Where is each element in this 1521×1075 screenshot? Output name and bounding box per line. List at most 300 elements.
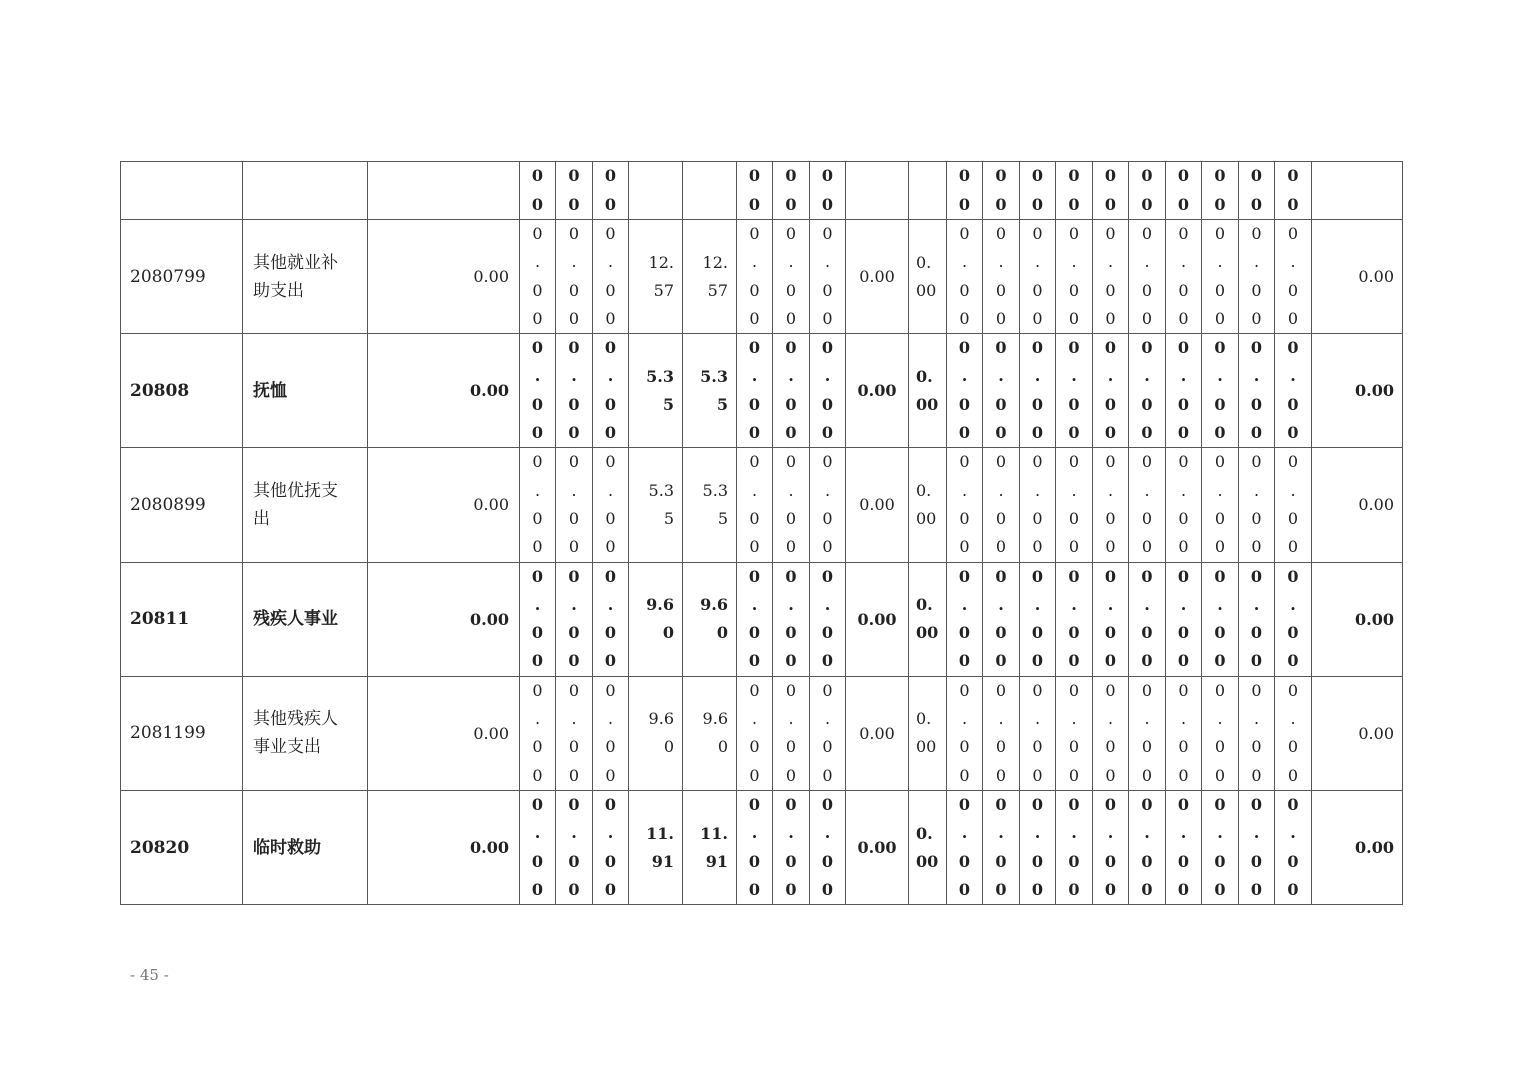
zero-stack-line: 0 [1105, 308, 1116, 328]
zero-stack-line: 0 [1105, 765, 1116, 785]
zero-stack-line: 0 [785, 508, 797, 528]
zero-stack-line: 0 [1104, 566, 1117, 586]
zero-stack-line: 0 [1032, 308, 1043, 328]
zero-cell [1093, 220, 1129, 334]
zero-stack-line: 0 [604, 794, 617, 814]
zero-stack-line: . [1034, 480, 1041, 500]
zero-cell [737, 334, 773, 448]
zero-cell [737, 790, 773, 904]
zero-stack [1275, 334, 1311, 447]
zero-stack-line: 0 [1032, 537, 1043, 557]
row-mid-amount: 0.00 [846, 676, 909, 790]
zero-cell [983, 562, 1020, 676]
zero-stack [1093, 448, 1128, 561]
row-small-amount [909, 676, 947, 790]
zero-stack-line: 0 [959, 537, 970, 557]
zero-stack [773, 448, 809, 561]
zero-stack-line: . [1180, 252, 1187, 272]
zero-stack-line: 0 [1068, 851, 1080, 871]
zero-stack-line: . [1180, 366, 1187, 386]
small-line1: 0. [916, 252, 932, 272]
zero-stack [773, 677, 809, 790]
value-line2: 5 [717, 508, 728, 528]
table-row [121, 448, 1403, 562]
zero-stack-line: 0 [532, 508, 543, 528]
zero-stack-line: 0 [749, 280, 760, 300]
zero-stack-line: 0 [1177, 794, 1190, 814]
zero-stack-line: 0 [1214, 737, 1226, 757]
zero-stack-line: 0 [821, 623, 834, 643]
zero-stack-line: 0 [604, 194, 617, 214]
zero-stack-line: 0 [959, 737, 970, 757]
row-name-line1: 抚恤 [253, 380, 287, 401]
zero-stack-line: . [534, 480, 541, 500]
zero-stack [1129, 220, 1165, 333]
zero-cell [1239, 448, 1275, 562]
zero-stack-line: 0 [1214, 566, 1226, 586]
zero-cell [1056, 334, 1093, 448]
zero-stack-line: 0 [568, 737, 580, 757]
zero-stack [556, 791, 592, 904]
zero-stack-line: . [1144, 823, 1150, 843]
row-name [243, 676, 368, 790]
zero-stack-line: 0 [821, 566, 834, 586]
zero-stack-line: . [824, 823, 831, 843]
zero-stack-line: 0 [995, 737, 1007, 757]
zero-stack-line: 0 [1105, 680, 1116, 700]
zero-stack [520, 162, 555, 219]
zero-stack-line: 0 [785, 394, 797, 414]
zero-stack [1202, 162, 1238, 219]
zero-stack-line: 0 [1104, 423, 1117, 443]
zero-stack-line: . [1290, 252, 1296, 272]
small-line2: 00 [916, 737, 937, 757]
zero-cell [1020, 790, 1056, 904]
zero-stack-line: 0 [1287, 651, 1299, 671]
cell [1056, 162, 1093, 220]
zero-stack [983, 791, 1019, 904]
zero-stack-line: 0 [748, 423, 761, 443]
zero-stack-line: . [788, 480, 794, 500]
zero-stack [1166, 334, 1201, 447]
zero-stack [1020, 563, 1055, 676]
zero-stack-line: 0 [1287, 423, 1299, 443]
zero-stack-line: . [1034, 709, 1041, 729]
zero-stack-line: 0 [1105, 224, 1116, 243]
zero-stack-line: 0 [1068, 537, 1080, 557]
zero-stack-line: 0 [821, 651, 834, 671]
zero-cell [947, 790, 983, 904]
zero-cell [593, 220, 629, 334]
zero-stack-line: 0 [749, 680, 760, 700]
zero-stack-line: 0 [1287, 879, 1299, 899]
zero-stack-line: 0 [959, 508, 970, 528]
zero-stack-line: 0 [1287, 680, 1299, 700]
zero-stack-line: 0 [995, 423, 1007, 443]
zero-stack [947, 448, 982, 561]
zero-stack-line: 0 [995, 224, 1007, 243]
zero-stack-line: . [607, 252, 614, 272]
zero-stack-line: 0 [605, 537, 616, 557]
zero-stack-line: 0 [785, 537, 797, 557]
zero-cell [1166, 448, 1202, 562]
zero-stack-line: . [1253, 252, 1260, 272]
zero-stack-line: . [788, 594, 794, 614]
zero-stack-line: 0 [568, 194, 580, 214]
zero-stack-line: 0 [604, 423, 617, 443]
zero-stack-line: 0 [1141, 680, 1153, 700]
zero-stack-line: 0 [1104, 194, 1117, 214]
value-line1: 9.6 [702, 709, 728, 729]
zero-stack-line: 0 [995, 194, 1007, 214]
zero-stack-line: 0 [749, 224, 760, 243]
zero-stack [1166, 563, 1201, 676]
row-value-b [683, 562, 737, 676]
zero-cell [773, 334, 810, 448]
zero-stack-line: 0 [959, 308, 970, 328]
zero-stack-line: 0 [1214, 794, 1226, 814]
zero-stack-line: 0 [1178, 308, 1189, 328]
zero-stack-line: 0 [785, 308, 797, 328]
table-row-continued [121, 162, 1403, 220]
zero-stack-line: 0 [1250, 166, 1263, 186]
row-amount: 0.00 [368, 448, 520, 562]
zero-cell [1093, 334, 1129, 448]
zero-cell [1056, 562, 1093, 676]
zero-stack-line: 0 [1287, 452, 1299, 472]
zero-cell [983, 334, 1020, 448]
zero-stack-line: 0 [995, 308, 1007, 328]
zero-stack-line: 0 [1141, 794, 1153, 814]
zero-stack-line: 0 [959, 224, 970, 243]
zero-stack-line: 0 [1105, 452, 1116, 472]
zero-stack-line: . [998, 366, 1004, 386]
zero-stack [1166, 220, 1201, 333]
zero-stack-line: 0 [531, 338, 544, 358]
zero-cell [983, 448, 1020, 562]
zero-stack-line: 0 [1032, 680, 1043, 700]
cell [121, 162, 243, 220]
zero-stack [737, 334, 772, 447]
zero-stack-line: . [571, 366, 577, 386]
zero-stack [810, 563, 845, 676]
zero-stack [556, 448, 592, 561]
value-line2: 0 [662, 623, 674, 643]
zero-stack-line: 0 [785, 623, 797, 643]
zero-cell [773, 448, 810, 562]
zero-stack-line: . [1253, 366, 1260, 386]
zero-stack-line: 0 [1141, 423, 1153, 443]
zero-stack-line: 0 [1104, 794, 1117, 814]
zero-stack-line: 0 [785, 338, 797, 358]
zero-cell [1056, 676, 1093, 790]
zero-cell [737, 220, 773, 334]
zero-stack-line: . [824, 252, 831, 272]
zero-cell [983, 790, 1020, 904]
zero-stack-line: 0 [568, 794, 580, 814]
zero-stack-line: 0 [748, 794, 761, 814]
value-line1: 11. [700, 823, 728, 843]
zero-cell [983, 220, 1020, 334]
zero-stack-line: 0 [1032, 765, 1043, 785]
zero-stack-line: 0 [604, 851, 617, 871]
zero-stack-line: 0 [1068, 765, 1080, 785]
cell [737, 162, 773, 220]
zero-stack-line: 0 [1250, 879, 1263, 899]
zero-stack-line: 0 [1141, 537, 1153, 557]
zero-stack-line: 0 [1031, 651, 1044, 671]
zero-stack [1202, 448, 1238, 561]
zero-stack [593, 162, 628, 219]
zero-stack [593, 448, 628, 561]
zero-cell [1166, 220, 1202, 334]
zero-stack-line: 0 [821, 879, 834, 899]
zero-stack-line: . [788, 709, 794, 729]
row-small-amount [909, 220, 947, 334]
zero-stack-line: 0 [531, 651, 544, 671]
row-mid-amount: 0.00 [846, 448, 909, 562]
zero-stack [1129, 677, 1165, 790]
zero-stack-line: . [607, 823, 614, 843]
zero-stack-line: 0 [995, 851, 1007, 871]
zero-stack-line: 0 [821, 338, 834, 358]
zero-stack-line: 0 [1250, 394, 1263, 414]
zero-stack [593, 791, 628, 904]
zero-stack-line: 0 [1141, 737, 1153, 757]
zero-stack-line: 0 [1031, 394, 1044, 414]
zero-stack-line: 0 [1177, 166, 1190, 186]
zero-cell [947, 562, 983, 676]
cell [1202, 162, 1239, 220]
zero-cell [520, 334, 556, 448]
zero-stack-line: 0 [605, 508, 616, 528]
zero-stack-line: . [1144, 594, 1150, 614]
zero-stack-line: 0 [995, 623, 1007, 643]
zero-stack-line: 0 [1250, 851, 1263, 871]
zero-stack-line: 0 [1287, 623, 1299, 643]
zero-stack-line: 0 [748, 194, 761, 214]
zero-stack [593, 677, 628, 790]
zero-stack-line: 0 [749, 765, 760, 785]
zero-stack-line: 0 [1068, 166, 1080, 186]
zero-stack-line: 0 [568, 651, 580, 671]
zero-stack-line: 0 [1177, 423, 1190, 443]
row-name-line1: 其他优抚支 [253, 480, 338, 501]
zero-stack-line: 0 [1031, 166, 1044, 186]
zero-stack-line: 0 [1250, 338, 1263, 358]
zero-cell [810, 790, 846, 904]
zero-stack-line: 0 [605, 680, 616, 700]
zero-stack-line: 0 [785, 879, 797, 899]
zero-stack [737, 448, 772, 561]
zero-stack-line: 0 [1251, 537, 1262, 557]
row-name-line1: 其他就业补 [253, 252, 338, 273]
value-line2: 5 [716, 394, 728, 414]
zero-stack-line: 0 [785, 794, 797, 814]
zero-stack-line: 0 [958, 423, 971, 443]
zero-cell [1239, 676, 1275, 790]
zero-stack-line: 0 [821, 851, 834, 871]
zero-stack-line: 0 [785, 851, 797, 871]
cell [810, 162, 846, 220]
row-code: 2081199 [121, 676, 243, 790]
zero-stack-line: 0 [604, 338, 617, 358]
zero-stack-line: 0 [1141, 280, 1153, 300]
zero-stack [773, 162, 809, 219]
zero-stack-line: 0 [1104, 623, 1117, 643]
zero-stack-line: 0 [1068, 566, 1080, 586]
zero-stack-line: . [1071, 709, 1077, 729]
zero-cell [520, 448, 556, 562]
zero-cell [1129, 448, 1166, 562]
zero-stack [520, 334, 555, 447]
zero-stack [1093, 791, 1128, 904]
zero-cell [947, 676, 983, 790]
zero-stack-line: 0 [1178, 765, 1189, 785]
zero-stack-line: . [1144, 366, 1150, 386]
zero-stack-line: . [1034, 252, 1041, 272]
zero-stack-line: 0 [1287, 166, 1299, 186]
row-value-a [629, 676, 683, 790]
zero-stack-line: 0 [785, 194, 797, 214]
zero-stack-line: 0 [604, 566, 617, 586]
zero-stack-line: 0 [1177, 338, 1190, 358]
zero-cell [1275, 676, 1312, 790]
zero-stack-line: . [961, 366, 968, 386]
zero-stack [1056, 448, 1092, 561]
zero-stack-line: 0 [1178, 537, 1189, 557]
zero-stack [1166, 162, 1201, 219]
zero-stack-line: 0 [604, 623, 617, 643]
zero-stack-line: 0 [1251, 280, 1262, 300]
zero-cell [1129, 676, 1166, 790]
zero-cell [810, 676, 846, 790]
zero-stack-line: 0 [958, 566, 971, 586]
zero-stack [983, 448, 1019, 561]
small-line1: 0. [916, 709, 932, 729]
zero-stack-line: . [1107, 480, 1114, 500]
zero-stack-line: 0 [1250, 623, 1263, 643]
zero-stack-line: 0 [785, 651, 797, 671]
zero-stack-line: 0 [748, 879, 761, 899]
value-line2: 0 [717, 737, 728, 757]
zero-stack-line: 0 [568, 166, 580, 186]
zero-stack-line: 0 [995, 280, 1007, 300]
zero-stack [1202, 563, 1238, 676]
zero-stack-line: 0 [958, 851, 971, 871]
zero-stack-line: 0 [531, 566, 544, 586]
zero-stack-line: 0 [568, 423, 580, 443]
zero-stack-line: 0 [1031, 623, 1044, 643]
zero-stack-line: . [998, 480, 1004, 500]
zero-stack-line: . [1290, 480, 1296, 500]
zero-stack-line: . [1071, 480, 1077, 500]
zero-stack [810, 677, 845, 790]
zero-stack-line: . [751, 480, 758, 500]
zero-stack [947, 791, 982, 904]
cell [1275, 162, 1312, 220]
zero-stack [1239, 563, 1274, 676]
row-small-amount [909, 790, 947, 904]
zero-cell [773, 562, 810, 676]
zero-stack-line: 0 [749, 452, 760, 472]
zero-stack [1129, 563, 1165, 676]
row-name [243, 790, 368, 904]
value-line2: 0 [716, 623, 728, 643]
zero-cell [1020, 220, 1056, 334]
zero-stack-line: . [607, 480, 614, 500]
row-name-line2: 出 [253, 508, 270, 529]
zero-stack-line: 0 [821, 194, 834, 214]
zero-stack-line: 0 [1141, 452, 1153, 472]
zero-cell [593, 448, 629, 562]
zero-stack-line: 0 [568, 537, 580, 557]
zero-stack-line: 0 [958, 623, 971, 643]
zero-stack-line: 0 [1031, 879, 1044, 899]
zero-stack-line: 0 [748, 166, 761, 186]
value-line1: 5.3 [700, 366, 728, 386]
zero-stack [1056, 334, 1092, 447]
zero-stack [1202, 334, 1238, 447]
zero-stack-line: . [961, 823, 968, 843]
zero-stack-line: 0 [959, 452, 970, 472]
zero-stack-line: . [961, 252, 968, 272]
zero-stack-line: 0 [995, 394, 1007, 414]
zero-stack-line: . [1071, 366, 1077, 386]
zero-stack-line: 0 [531, 851, 544, 871]
zero-stack-line: 0 [1214, 280, 1226, 300]
zero-stack-line: 0 [1287, 737, 1299, 757]
zero-stack-line: . [571, 252, 577, 272]
zero-cell [810, 334, 846, 448]
zero-stack-line: 0 [785, 423, 797, 443]
zero-stack [1275, 677, 1311, 790]
row-value-a [629, 220, 683, 334]
zero-cell [520, 790, 556, 904]
zero-stack-line: . [1217, 252, 1223, 272]
zero-stack [1129, 334, 1165, 447]
zero-stack-line: . [1107, 594, 1114, 614]
zero-cell [1129, 562, 1166, 676]
zero-stack-line: 0 [749, 308, 760, 328]
zero-stack-line: . [961, 480, 968, 500]
zero-stack-line: 0 [1178, 452, 1189, 472]
small-line2: 00 [916, 508, 937, 528]
zero-stack [810, 220, 845, 333]
zero-stack-line: . [534, 594, 541, 614]
zero-stack-line: 0 [1214, 508, 1226, 528]
zero-stack [520, 563, 555, 676]
value-line1: 9.6 [648, 709, 674, 729]
zero-stack-line: 0 [1032, 224, 1043, 243]
zero-stack-line: 0 [1287, 338, 1299, 358]
zero-stack-line: . [1180, 709, 1187, 729]
value-line2: 0 [663, 737, 674, 757]
zero-stack-line: 0 [822, 280, 833, 300]
zero-stack-line: 0 [958, 166, 971, 186]
zero-stack [1056, 677, 1092, 790]
zero-stack-line: . [1034, 594, 1041, 614]
zero-stack-line: . [607, 709, 614, 729]
small-line1: 0. [916, 823, 933, 843]
row-value-a [629, 448, 683, 562]
zero-stack-line: 0 [1287, 566, 1299, 586]
value-line2: 5 [662, 394, 674, 414]
zero-stack-line: . [824, 594, 831, 614]
zero-stack-line: 0 [822, 508, 833, 528]
zero-stack-line: 0 [1068, 879, 1080, 899]
zero-stack-line: . [1253, 594, 1260, 614]
